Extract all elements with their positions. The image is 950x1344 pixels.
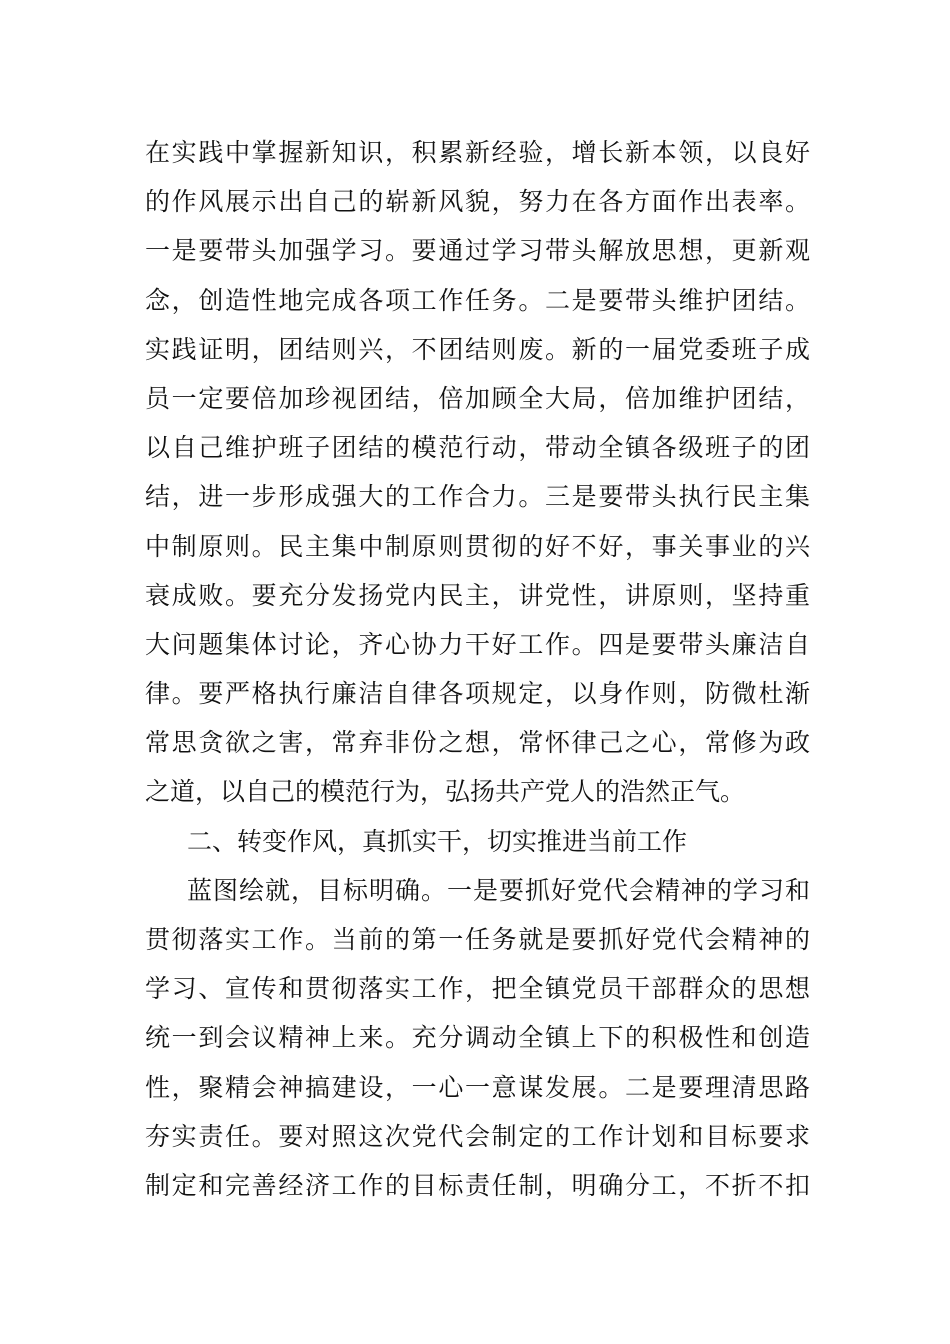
text-line: 结，进一步形成强大的工作合力。三是要带头执行民主集 <box>145 482 810 512</box>
text-line: 统一到会议精神上来。充分调动全镇上下的积极性和创造 <box>145 1023 810 1053</box>
text-line: 之道，以自己的模范行为，弘扬共产党人的浩然正气。 <box>145 777 746 807</box>
body-text <box>145 128 810 1210</box>
text-line: 贯彻落实工作。当前的第一任务就是要抓好党代会精神的 <box>145 925 810 954</box>
text-line: 一是要带头加强学习。要通过学习带头解放思想，更新观 <box>145 236 810 266</box>
text-line: 学习、宣传和贯彻落实工作，把全镇党员干部群众的思想 <box>145 974 810 1004</box>
text-line: 员一定要倍加珍视团结，倍加顾全大局，倍加维护团结， <box>145 383 810 413</box>
text-line: 蓝图绘就，目标明确。一是要抓好党代会精神的学习和 <box>187 875 810 905</box>
text-line: 以自己维护班子团结的模范行动，带动全镇各级班子的团 <box>145 433 810 463</box>
text-line: 实践证明，团结则兴，不团结则废。新的一届党委班子成 <box>145 334 810 364</box>
text-line: 的作风展示出自己的崭新风貌，努力在各方面作出表率。 <box>145 187 810 217</box>
text-line: 在实践中掌握新知识，积累新经验，增长新本领，以良好 <box>145 138 810 167</box>
text-line: 中制原则。民主集中制原则贯彻的好不好，事关事业的兴 <box>145 531 810 561</box>
text-line: 念，创造性地完成各项工作任务。二是要带头维护团结。 <box>145 285 810 315</box>
text-line: 夯实责任。要对照这次党代会制定的工作计划和目标要求 <box>145 1121 810 1151</box>
text-line: 大问题集体讨论，齐心协力干好工作。四是要带头廉洁自 <box>145 629 810 659</box>
text-line: 常思贪欲之害，常弃非份之想，常怀律己之心，常修为政 <box>145 728 810 758</box>
section-heading: 二、转变作风，真抓实干，切实推进当前工作 <box>187 826 688 856</box>
text-line: 律。要严格执行廉洁自律各项规定，以身作则，防微杜渐 <box>145 679 810 709</box>
text-line: 性，聚精会神搞建设，一心一意谋发展。二是要理清思路 <box>145 1072 810 1102</box>
text-line: 制定和完善经济工作的目标责任制，明确分工，不折不扣 <box>145 1170 810 1200</box>
text-line: 衰成败。要充分发扬党内民主，讲党性，讲原则，坚持重 <box>145 580 810 610</box>
